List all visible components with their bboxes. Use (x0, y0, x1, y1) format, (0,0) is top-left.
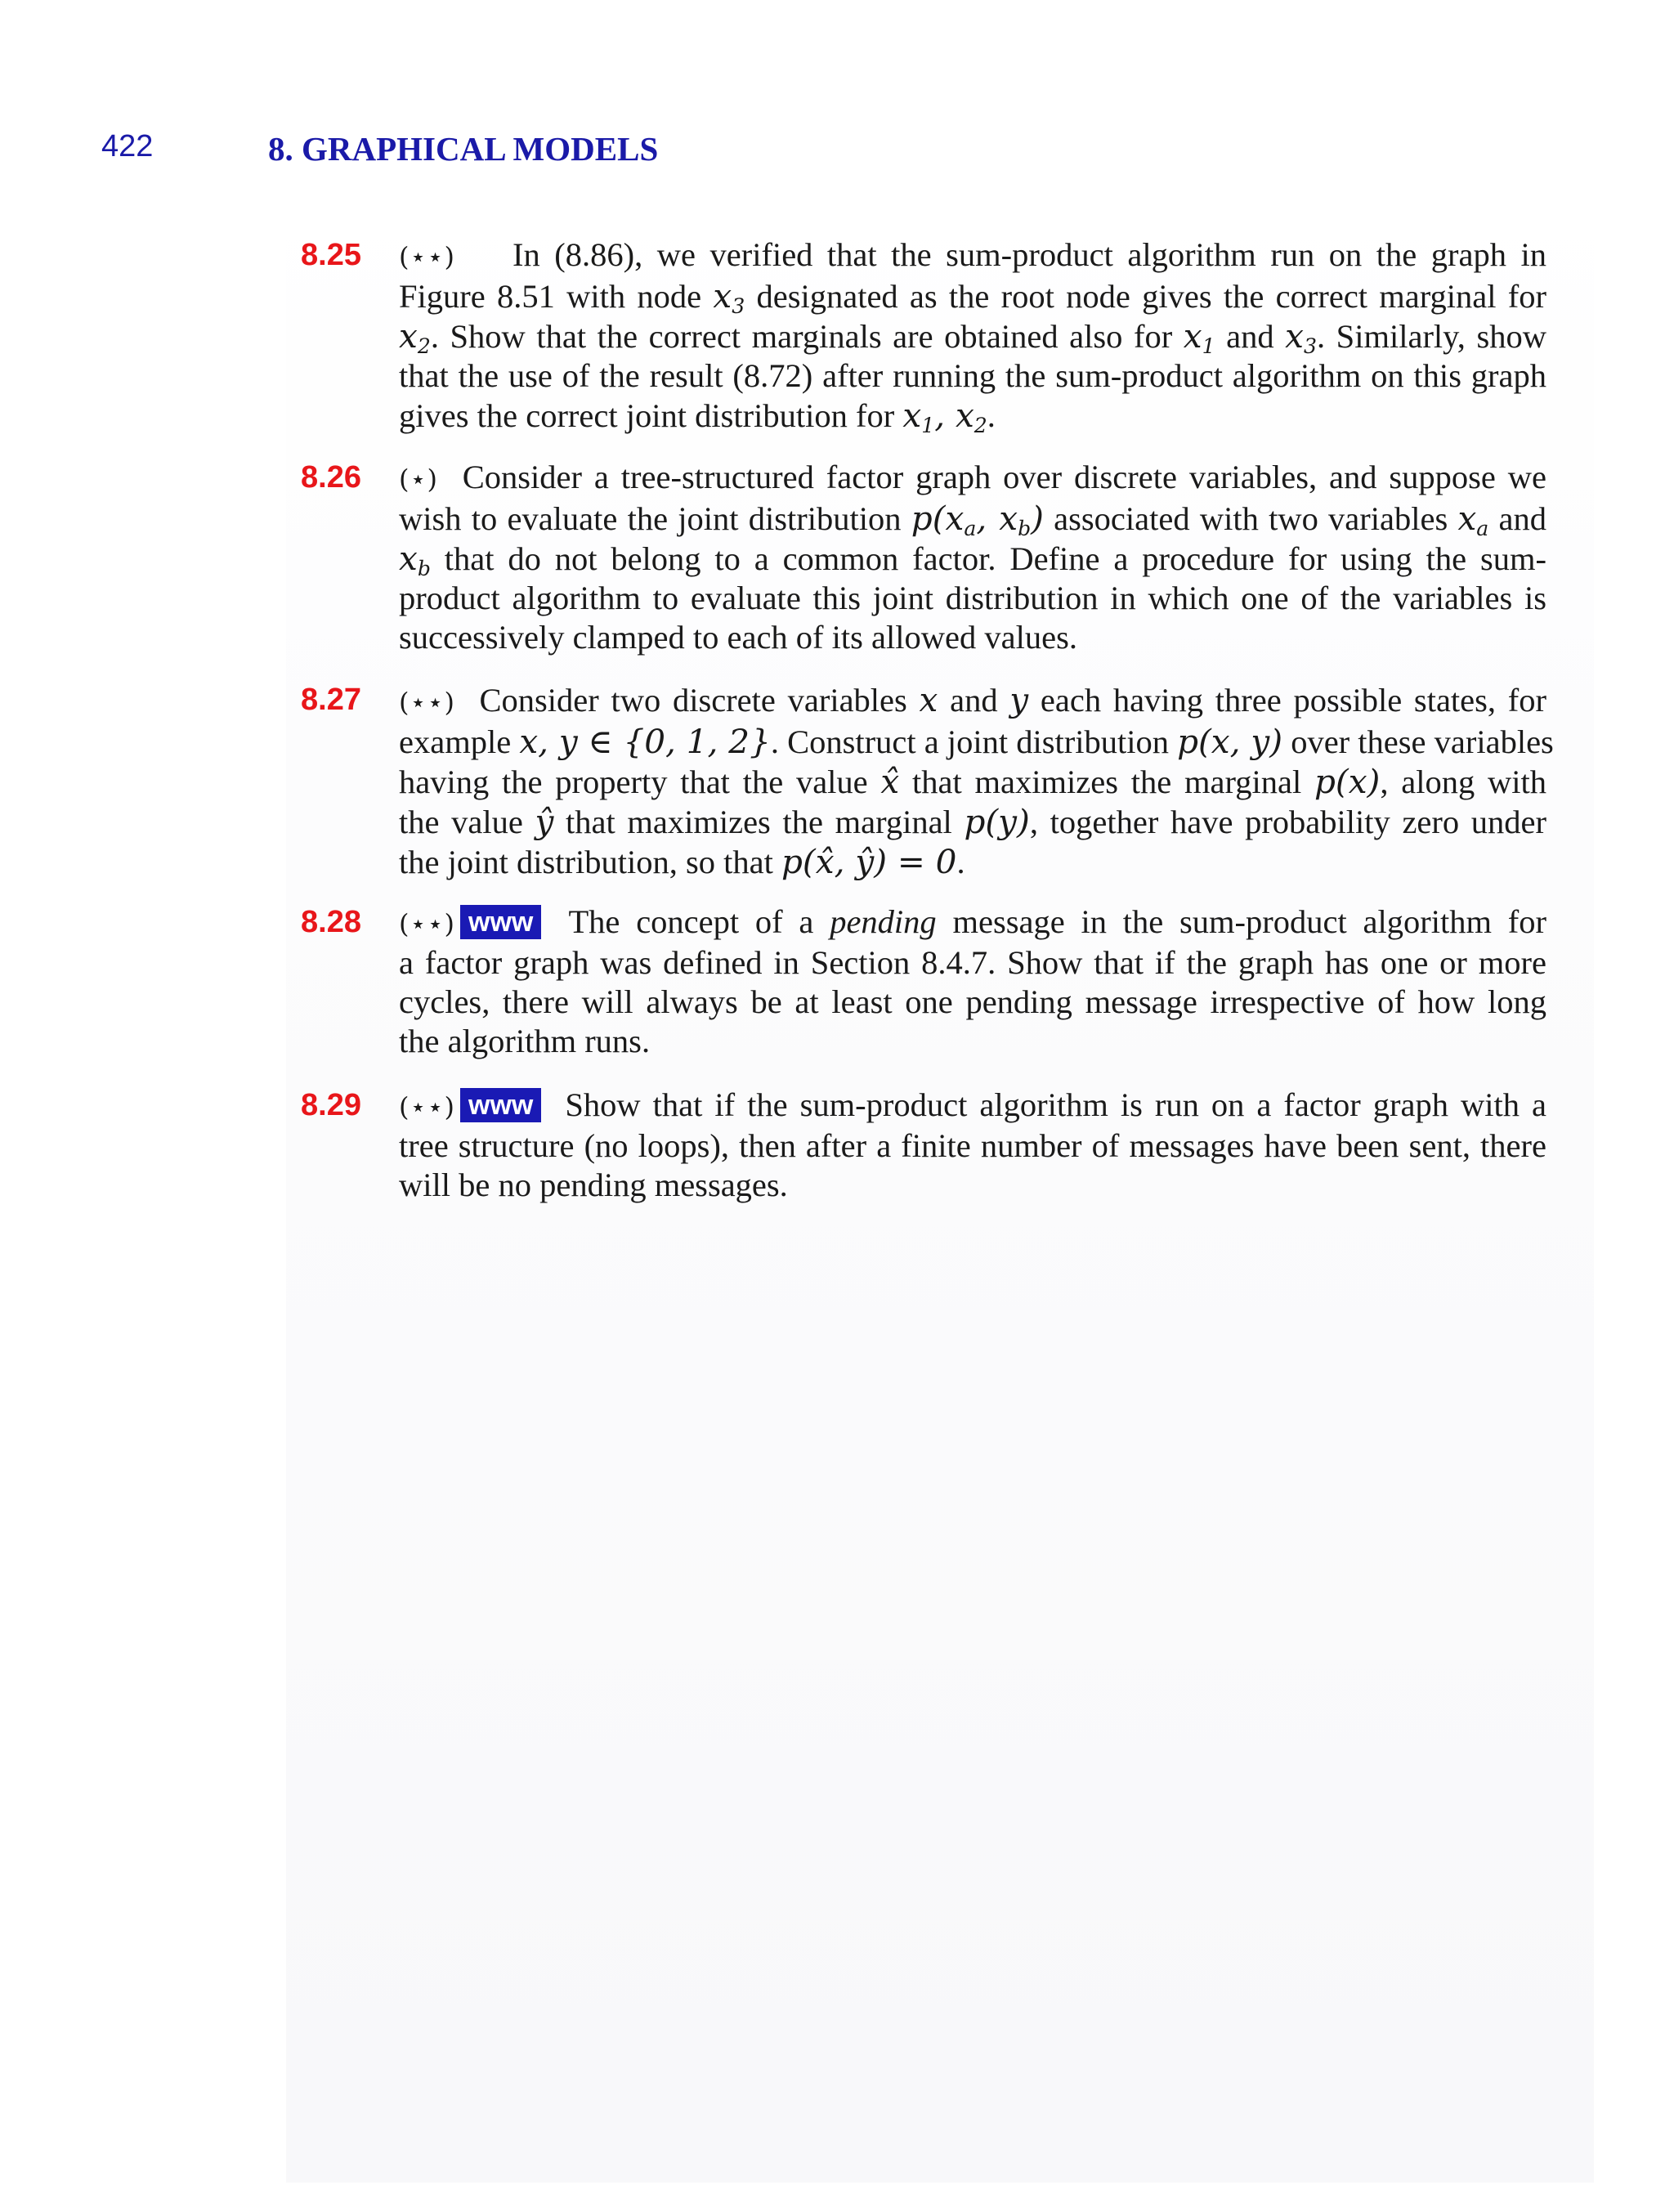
exercise-text (399, 235, 1546, 436)
math-y-hat: ŷ (535, 802, 554, 841)
exercise-number: 8.29 (301, 1088, 361, 1122)
text-line (399, 458, 1546, 499)
text-run: designated as the root node gives the correct marginal for (745, 278, 1546, 315)
text-run: over these variables (1282, 723, 1554, 760)
math-xa: $x_a$ (1457, 499, 1489, 541)
page-header (0, 129, 1674, 178)
text-run: . Show that the correct marginals are obtained also for (430, 318, 1184, 355)
text-run: having the property that the value (399, 763, 881, 800)
math-p-x: p(x) (1314, 762, 1381, 801)
text-run: gives the correct joint distribution for (399, 397, 903, 434)
text-run: will be no pending messages. (399, 1166, 788, 1203)
math-p-xa-xb: $p(x_a$, $x_b$) (911, 499, 1044, 541)
text-run: the value (399, 804, 535, 840)
text-line (399, 680, 1546, 722)
text-run: that maximizes the marginal (553, 804, 965, 840)
text-run: the joint distribution, so that (399, 844, 781, 880)
math-p-xhat-yhat: p(x̂, ŷ) = 0 (781, 842, 957, 881)
text-run: that the use of the result (8.72) after running the sum-product algorithm on this graph (399, 357, 1546, 394)
math-xb: $x_b$ (399, 539, 431, 581)
text-run: , along with (1380, 763, 1546, 800)
text-run: . Similarly, show (1317, 318, 1546, 355)
exercise-text (399, 458, 1546, 657)
text-line (399, 579, 1546, 618)
text-run: wish to evaluate the joint distribution (399, 500, 911, 537)
math-x-hat: x̂ (880, 762, 900, 801)
text-run: Figure 8.51 with node (399, 278, 714, 315)
math-p-xy: p(x, y) (1177, 722, 1283, 761)
text-line (399, 1086, 1546, 1126)
text-run: and (938, 682, 1010, 719)
difficulty-stars: (⋆⋆) (399, 241, 456, 272)
difficulty-stars: (⋆⋆) (399, 908, 456, 939)
text-run: successively clamped to each of its allowed values. (399, 619, 1077, 656)
text-line (399, 618, 1546, 657)
text-line (399, 762, 1546, 802)
text-run: message in the sum-product algorithm for (936, 903, 1547, 940)
exercise-text (399, 680, 1554, 882)
text-run: and (1215, 318, 1286, 355)
text-line (399, 802, 1546, 842)
text-run: and (1488, 500, 1546, 537)
text-run: . Construct a joint distribution (770, 723, 1178, 760)
text-run: each having three possible states, for (1028, 682, 1546, 719)
www-solution-badge: www (460, 905, 541, 939)
exercise-text (399, 1086, 1546, 1205)
text-run: . (987, 397, 996, 434)
math-x3: $x_3$ (1285, 316, 1317, 359)
text-line (399, 943, 1546, 983)
text-run: the algorithm runs. (399, 1023, 651, 1059)
math-x2: $x_2$ (399, 316, 431, 359)
text-run: Consider a tree-structured factor graph over discrete variables, and suppose we (462, 459, 1547, 495)
text-line (399, 539, 1546, 579)
text-line (399, 722, 1554, 762)
text-run: tree structure (no loops), then after a finite number of messages have been sent, there (399, 1127, 1546, 1164)
text-run: example (399, 723, 520, 760)
exercise-number: 8.28 (301, 905, 361, 939)
math-x: x (919, 680, 938, 719)
text-line (399, 276, 1546, 319)
text-line (399, 396, 1546, 436)
text-run: Consider two discrete variables (479, 682, 920, 719)
text-line (399, 1022, 1546, 1061)
text-line (399, 842, 1546, 882)
math-y: y (1009, 680, 1029, 719)
math-p-y: p(y) (964, 802, 1030, 841)
text-line (399, 902, 1546, 943)
text-line (399, 499, 1546, 539)
math-x1: $x_1$ (1183, 316, 1215, 359)
text-line (399, 235, 1546, 276)
math-x3: $x_3$ (713, 276, 745, 319)
text-run: that maximizes the marginal (899, 763, 1314, 800)
text-run: product algorithm to evaluate this joint distribution in which one of the variables is (399, 580, 1546, 616)
text-run: In (8.86), we verified that the sum-product algorithm run on the graph in (512, 236, 1546, 273)
math-xy-set: x, y ∈ {0, 1, 2} (519, 722, 771, 761)
text-line (399, 316, 1546, 359)
text-line (399, 983, 1546, 1022)
www-solution-badge: www (460, 1088, 541, 1122)
text-run: , together have probability zero under (1029, 804, 1546, 840)
difficulty-stars: (⋆⋆) (399, 1091, 456, 1122)
text-run: associated with two variables (1043, 500, 1458, 537)
text-line (399, 1126, 1546, 1166)
text-run: that do not belong to a common factor. Define a procedure for using the sum- (430, 540, 1546, 577)
text-run: a factor graph was defined in Section 8.4.7. Show that if the graph has one or more (399, 944, 1546, 981)
text-run: The concept of a (568, 903, 830, 940)
chapter-title: 8. GRAPHICAL MODELS (268, 130, 659, 168)
page-number: 422 (101, 129, 154, 163)
exercise-number: 8.27 (301, 683, 361, 717)
difficulty-stars: (⋆) (399, 463, 438, 495)
emphasis-pending: pending (830, 903, 937, 940)
exercise-number: 8.26 (301, 460, 361, 495)
text-run: Show that if the sum-product algorithm is run on a factor graph with a (565, 1086, 1547, 1123)
text-run: . (956, 844, 965, 880)
math-x1-x2: $x_1$, $x_2$ (902, 396, 987, 438)
text-line (399, 356, 1546, 396)
difficulty-stars: (⋆⋆) (399, 687, 456, 718)
text-line (399, 1166, 1546, 1205)
exercise-text (399, 902, 1546, 1061)
text-run: cycles, there will always be at least one pending message irrespective of how long (399, 983, 1546, 1020)
exercise-number: 8.25 (301, 238, 361, 272)
